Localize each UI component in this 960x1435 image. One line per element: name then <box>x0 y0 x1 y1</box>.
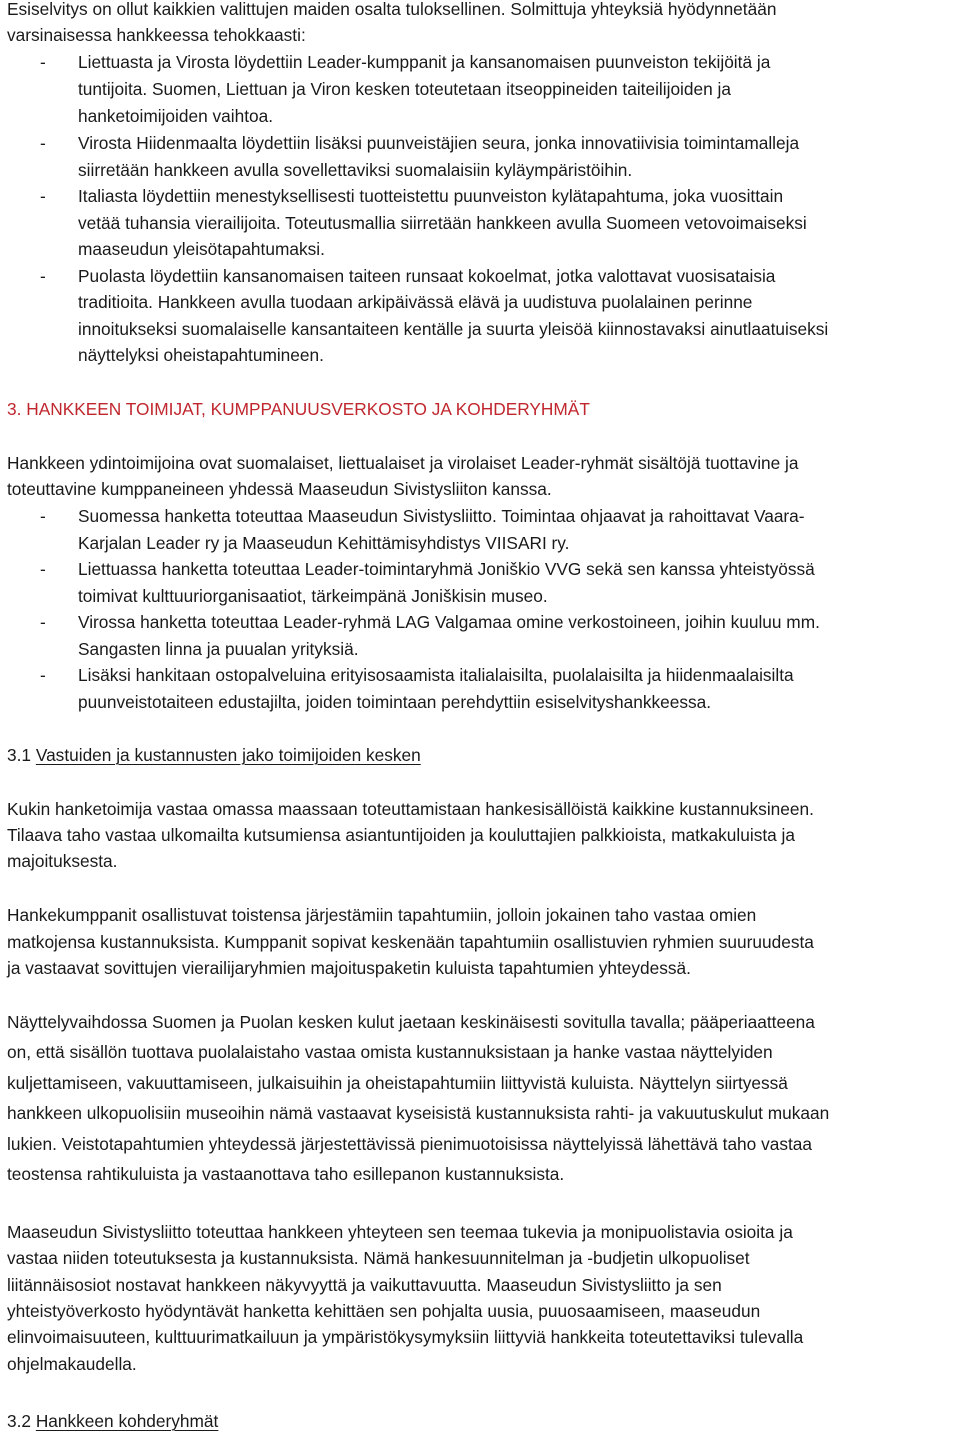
paragraph-line: teostensa rahtikuluista ja vastaanottava taho esillepanon kustannuksista. <box>7 1164 565 1184</box>
subheading-title: Hankkeen kohderyhmät <box>35 1411 219 1431</box>
paragraph-line: Näyttelyvaihdossa Suomen ja Puolan kesken kulut jaetaan keskinäisesti sovitulla tavalla; pääperiaatteena <box>7 1012 815 1032</box>
bullet-line: Italiasta löydettiin menestyksellisesti tuotteistettu puunveiston kylätapahtuma, joka vuosittain <box>78 186 784 206</box>
bullet-dash: - <box>40 612 46 632</box>
bullet-line: Liettuassa hanketta toteuttaa Leader-toimintaryhmä Joniškio VVG sekä sen kanssa yhteistyössä <box>78 559 815 579</box>
bullet-line: traditioita. Hankkeen avulla tuodaan arkipäivässä elävä ja uudistuva puolalainen perinne <box>78 292 753 312</box>
subheading-number: 3.1 <box>7 745 36 765</box>
paragraph-line: elinvoimaisuuteen, kulttuurimatkailuun ja ympäristökysymyksiin liittyviä hankkeita toteutettaviksi tulevalla <box>7 1327 804 1347</box>
bullet-dash: - <box>40 506 46 526</box>
bullet-line: Virosta Hiidenmaalta löydettiin lisäksi puunveistäjien seura, jonka innovatiivisia toimintamalleja <box>78 133 800 153</box>
paragraph-line: Kukin hanketoimija vastaa omassa maassaan toteuttamistaan hankesisällöistä kaikkine kustannuksineen. <box>7 799 814 819</box>
bullet-dash: - <box>40 133 46 153</box>
bullet-line: Sangasten linna ja puualan yrityksiä. <box>78 639 359 659</box>
bullet-dash: - <box>40 266 46 286</box>
paragraph-line: Tilaava taho vastaa ulkomailta kutsumiensa asiantuntijoiden ja kouluttajien palkkioista, matkakuluista ja <box>7 825 796 845</box>
subheading-3-2 <box>7 1413 218 1430</box>
bullet-dash: - <box>40 665 46 685</box>
bullet-line: innoitukseksi suomalaiselle kansantaiteen kentälle ja suurta yleisöä kiinnostavaksi ainutlaatuiseksi <box>78 319 829 339</box>
bullet-dash: - <box>40 559 46 579</box>
subheading-title: Vastuiden ja kustannusten jako toimijoiden kesken <box>35 745 421 765</box>
bullet-line: Liettuasta ja Virosta löydettiin Leader-kumppanit ja kansanomaisen puunveiston tekijöitä ja <box>78 52 771 72</box>
intro-line-2: varsinaisessa hankkeessa tehokkaasti: <box>7 25 306 45</box>
bullet-line: hanketoimijoiden vaihtoa. <box>78 106 274 126</box>
paragraph-line: matkojensa kustannuksista. Kumppanit sopivat keskenään tapahtumiin osallistuvien ryhmien suuruudesta <box>7 932 814 952</box>
paragraph-line: ja vastaavat sovittujen vierailijaryhmien majoituspaketin kuluista tapahtumien yhteydessä. <box>7 958 691 978</box>
paragraph-line: toteuttavine kumppaneineen yhdessä Maaseudun Sivistysliiton kanssa. <box>7 479 552 499</box>
subheading-3-1 <box>7 747 421 764</box>
bullet-line: näyttelyksi oheistapahtumineen. <box>78 345 324 365</box>
paragraph-line: Hankkeen ydintoimijoina ovat suomalaiset, liettualaiset ja virolaiset Leader-ryhmät sisältöjä tuottavine ja <box>7 453 799 473</box>
subheading-number: 3.2 <box>7 1411 36 1431</box>
intro-line-1: Esiselvitys on ollut kaikkien valittujen maiden osalta tuloksellinen. Solmittuja yhteyksiä hyödynnetään <box>7 0 777 19</box>
bullet-dash: - <box>40 52 46 72</box>
paragraph-line: hankkeen ulkopuolisiin museoihin nämä vastaavat kyseisistä kustannuksista rahti- ja vakuutuskulut mukaan <box>7 1103 830 1123</box>
bullet-line: siirretään hankkeen avulla sovellettaviksi suomalaisiin kyläympäristöihin. <box>78 160 633 180</box>
paragraph-line: yhteistyöverkosto hyödyntävät hanketta kehittäen sen pohjalta uusia, puuosaamiseen, maaseudun <box>7 1301 761 1321</box>
paragraph-line: on, että sisällön tuottava puolalaistaho vastaa omista kustannuksistaan ja hanke vastaa näyttelyiden <box>7 1042 773 1062</box>
paragraph-line: vastaa niiden toteutuksesta ja kustannuksista. Nämä hankesuunnitelman ja -budjetin ulkopuoliset <box>7 1248 750 1268</box>
bullet-line: Puolasta löydettiin kansanomaisen taiteen runsaat kokoelmat, jotka valottavat vuosisataisia <box>78 266 776 286</box>
bullet-line: tuntijoita. Suomen, Liettuan ja Viron kesken toteutetaan itseoppineiden taiteilijoiden ja <box>78 79 731 99</box>
paragraph-line: ohjelmakaudella. <box>7 1354 137 1374</box>
bullet-line: puunveistotaiteen edustajilta, joiden toimintaan perehdyttiin esiselvityshankkeessa. <box>78 692 712 712</box>
paragraph-line: liitännäisosiot nostavat hankkeen näkyvyyttä ja vaikuttavuutta. Maaseudun Sivistysliitto ja sen <box>7 1275 722 1295</box>
paragraph-line: Hankekumppanit osallistuvat toistensa järjestämiin tapahtumiin, jolloin jokainen taho vastaa omien <box>7 905 757 925</box>
bullet-dash: - <box>40 186 46 206</box>
bullet-line: maaseudun yleisötapahtumaksi. <box>78 239 325 259</box>
paragraph-line: Maaseudun Sivistysliitto toteuttaa hankkeen yhteyteen sen teemaa tukevia ja monipuolistavia osioita ja <box>7 1222 793 1242</box>
paragraph-line: kuljettamiseen, vakuuttamiseen, julkaisuihin ja oheistapahtumiin liittyvistä kuluista. Näyttelyn siirtyessä <box>7 1073 788 1093</box>
bullet-line: vetää tuhansia vierailijoita. Toteutusmallia siirretään hankkeen avulla Suomeen vetovoimaiseksi <box>78 213 807 233</box>
section-heading-3: 3. HANKKEEN TOIMIJAT, KUMPPANUUSVERKOSTO JA KOHDERYHMÄT <box>7 399 590 419</box>
paragraph-line: majoituksesta. <box>7 851 118 871</box>
bullet-line: Karjalan Leader ry ja Maaseudun Kehittämisyhdistys VIISARI ry. <box>78 533 570 553</box>
bullet-line: Suomessa hanketta toteuttaa Maaseudun Sivistysliitto. Toimintaa ohjaavat ja rahoittavat Vaara- <box>78 506 805 526</box>
bullet-line: Lisäksi hankitaan ostopalveluina erityisosaamista italialaisilta, puolalaisilta ja hiidenmaalaisilta <box>78 665 794 685</box>
bullet-line: toimivat kulttuuriorganisaatiot, tärkeimpänä Joniškisin museo. <box>78 586 548 606</box>
bullet-line: Virossa hanketta toteuttaa Leader-ryhmä LAG Valgamaa omine verkostoineen, joihin kuuluu mm. <box>78 612 820 632</box>
paragraph-line: lukien. Veistotapahtumien yhteydessä järjestettävissä pienimuotoisissa näyttelyissä lähettävä taho vastaa <box>7 1134 812 1154</box>
